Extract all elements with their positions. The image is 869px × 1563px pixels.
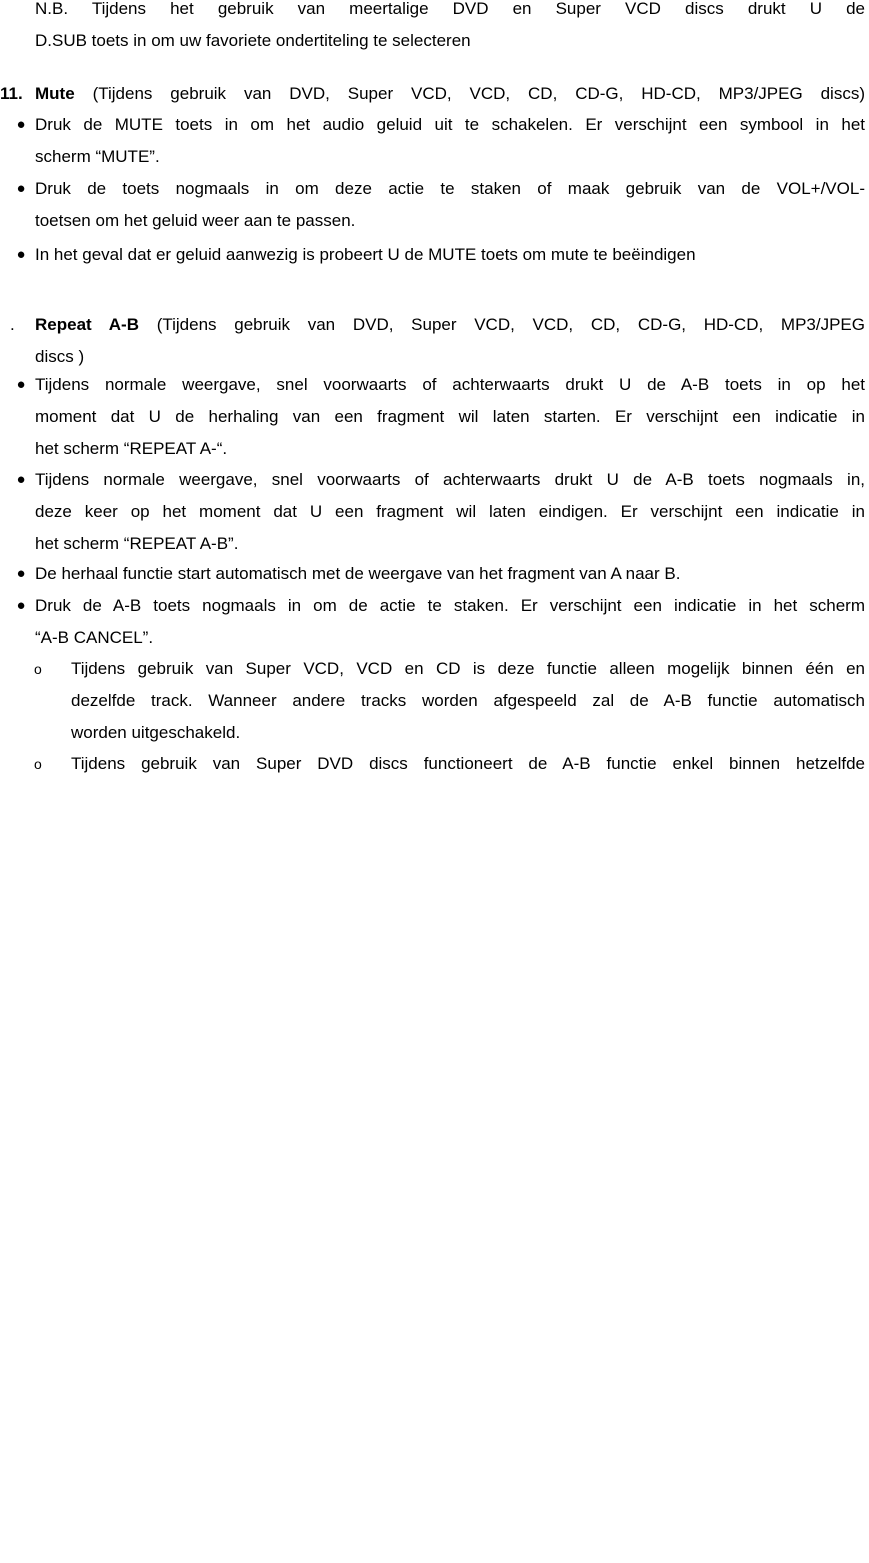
repeat-number: . — [10, 315, 15, 334]
bullet-icon: ● — [16, 246, 26, 263]
repeat-title: Repeat A-B — [35, 315, 139, 334]
mute-bullet-2-line-2: toetsen om het geluid weer aan te passen. — [35, 211, 356, 230]
bullet-icon: ● — [16, 376, 26, 393]
repeat-sub-1-line-2: dezelfde track. Wanneer andere tracks worden afgespeeld zal de A-B functie automatisch — [71, 691, 865, 710]
bullet-icon: ● — [16, 180, 26, 197]
repeat-subtitle: (Tijdens gebruik van DVD, Super VCD, VCD, CD, CD-G, HD-CD, MP3/JPEG — [156, 315, 865, 334]
mute-bullet-3-line-1: In het geval dat er geluid aanwezig is probeert U de MUTE toets om mute te beëindigen — [35, 245, 696, 264]
repeat-bullet-1-line-1: Tijdens normale weergave, snel voorwaarts of achterwaarts drukt U de A-B toets in op het — [35, 375, 865, 394]
bullet-icon: ● — [16, 471, 26, 488]
mute-bullet-1-line-2: scherm “MUTE”. — [35, 147, 160, 166]
note-paragraph — [35, 0, 865, 57]
repeat-heading-line-2: discs ) — [35, 347, 85, 366]
note-line-1: N.B. Tijdens het gebruik van meertalige DVD en Super VCD discs drukt U de — [35, 0, 865, 18]
repeat-bullet-2-line-3: het scherm “REPEAT A-B”. — [35, 534, 239, 553]
circle-bullet-icon: o — [34, 756, 42, 772]
mute-heading-line — [35, 78, 865, 110]
repeat-bullet-3-line-1: De herhaal functie start automatisch met de weergave van het fragment van A naar B. — [35, 564, 681, 583]
bullet-icon: ● — [16, 597, 26, 614]
mute-number: 11. — [0, 84, 23, 103]
repeat-bullet-4-line-1: Druk de A-B toets nogmaals in om de actie te staken. Er verschijnt een indicatie in het scherm — [35, 596, 865, 615]
mute-bullet-2-line-1: Druk de toets nogmaals in om deze actie te staken of maak gebruik van de VOL+/VOL- — [35, 179, 865, 198]
repeat-bullet-2-line-2: deze keer op het moment dat U een fragment wil laten eindigen. Er verschijnt een indicatie in — [35, 502, 865, 521]
circle-bullet-icon: o — [34, 661, 42, 677]
bullet-icon: ● — [16, 565, 26, 582]
repeat-bullet-4-line-2: “A-B CANCEL”. — [35, 628, 154, 647]
repeat-heading-line-1 — [35, 309, 865, 341]
mute-title: Mute — [35, 84, 75, 103]
bullet-icon: ● — [16, 116, 26, 133]
repeat-bullet-1-line-3: het scherm “REPEAT A-“. — [35, 439, 228, 458]
repeat-sub-1-line-3: worden uitgeschakeld. — [71, 723, 241, 742]
repeat-sub-1-line-1: Tijdens gebruik van Super VCD, VCD en CD is deze functie alleen mogelijk binnen één en — [71, 659, 865, 678]
mute-bullet-1-line-1: Druk de MUTE toets in om het audio geluid uit te schakelen. Er verschijnt een symbool in het — [35, 115, 865, 134]
repeat-bullet-1-line-2: moment dat U de herhaling van een fragment wil laten starten. Er verschijnt een indicatie in — [35, 407, 865, 426]
repeat-sub-2-line-1: Tijdens gebruik van Super DVD discs functioneert de A-B functie enkel binnen hetzelfde — [71, 754, 865, 773]
note-line-2: D.SUB toets in om uw favoriete ondertiteling te selecteren — [35, 31, 471, 50]
repeat-bullet-2-line-1: Tijdens normale weergave, snel voorwaarts of achterwaarts drukt U de A-B toets nogmaals in, — [35, 470, 865, 489]
mute-subtitle: (Tijdens gebruik van DVD, Super VCD, VCD, CD, CD-G, HD-CD, MP3/JPEG discs) — [92, 84, 865, 103]
